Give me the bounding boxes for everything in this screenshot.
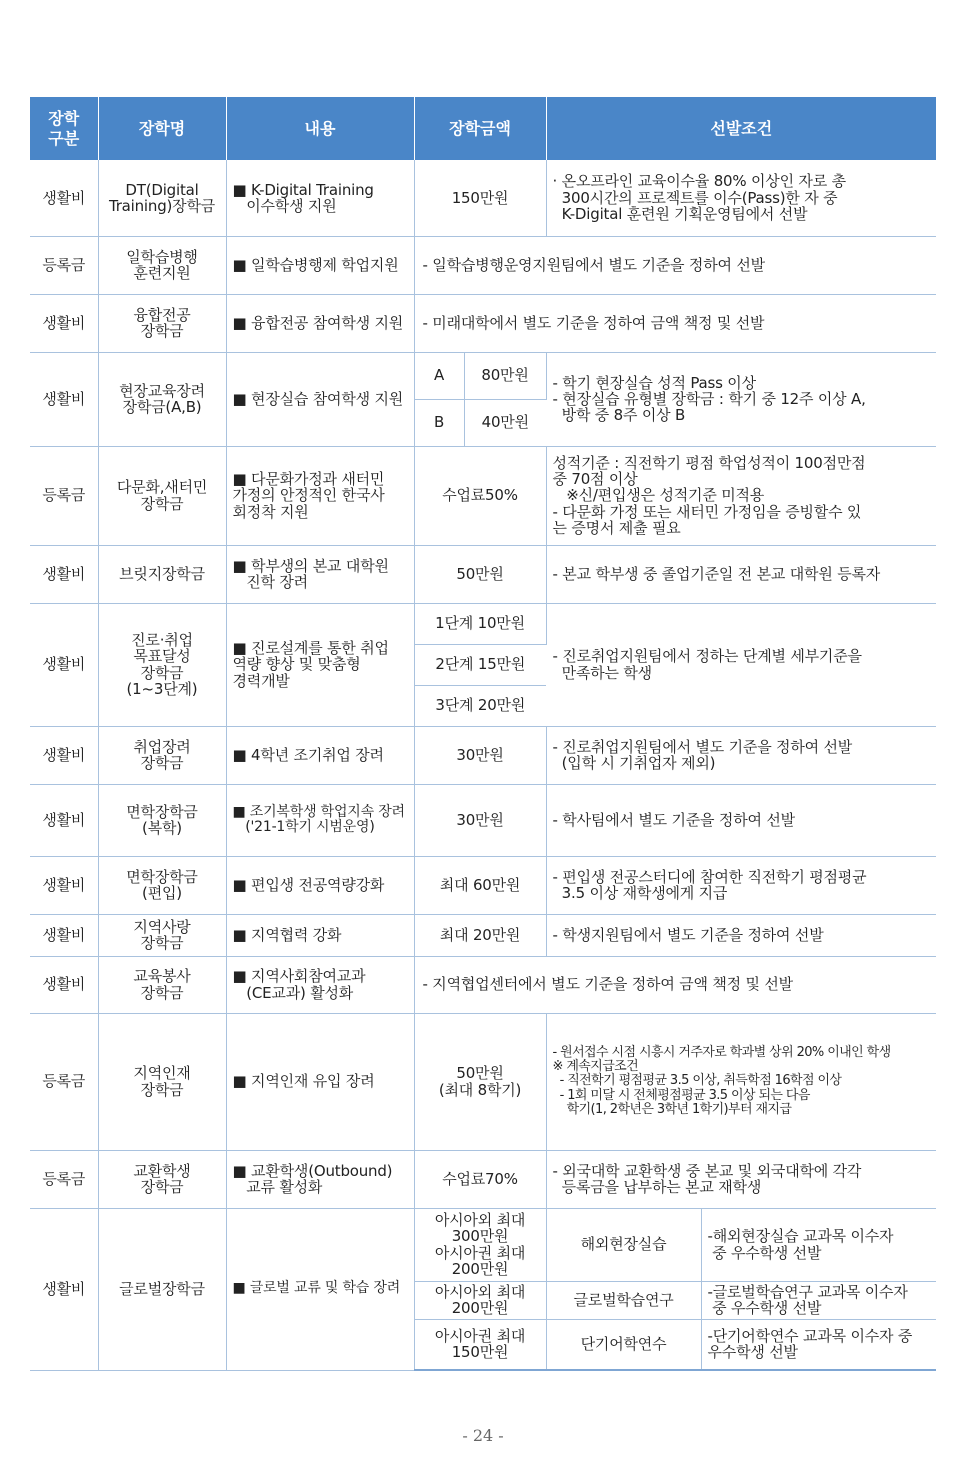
sub-program: 글로벌학습연구: [546, 1281, 701, 1319]
row-amount: 수업료50%: [414, 446, 546, 545]
row-category: 생활비: [30, 294, 98, 352]
row-category: 생활비: [30, 1208, 98, 1370]
row-category: 생활비: [30, 545, 98, 603]
sub-criteria: -단기어학연수 교과목 이수자 중 우수학생 선발: [701, 1319, 936, 1370]
tier-a-label: A: [414, 352, 464, 399]
row-category: 생활비: [30, 956, 98, 1013]
header-category: 장학 구분: [30, 97, 98, 160]
row-merged-criteria: - 지역협업센터에서 별도 기준을 정하여 금액 책정 및 선발: [414, 956, 936, 1013]
tier-b-label: B: [414, 399, 464, 446]
row-category: 등록금: [30, 236, 98, 294]
scholarship-table: [30, 97, 936, 1371]
row-amount: 30만원: [414, 726, 546, 784]
row-criteria: - 학기 현장실습 성적 Pass 이상 - 현장실습 유형별 장학금 : 학기 중 12주 이상 A, 방학 중 8주 이상 B: [546, 352, 936, 446]
row-criteria: - 학사팀에서 별도 기준을 정하여 선발: [546, 784, 936, 856]
row-amount: 50만원: [414, 545, 546, 603]
row-category: 생활비: [30, 160, 98, 236]
row-criteria: - 편입생 전공스터디에 참여한 직전학기 평점평균 3.5 이상 재학생에게 지급: [546, 856, 936, 914]
row-name: 교환학생 장학금: [98, 1150, 226, 1208]
row-content: ■ 학부생의 본교 대학원 진학 장려: [226, 545, 414, 603]
row-content: ■ 지역인재 유입 장려: [226, 1013, 414, 1150]
row-criteria: · 온오프라인 교육이수율 80% 이상인 자로 총 300시간의 프로젝트를 이수(Pass)한 자 중 K-Digital 훈련원 기획운영팀에서 선발: [546, 160, 936, 236]
row-content: ■ 4학년 조기취업 장려: [226, 726, 414, 784]
header-content: 내용: [226, 97, 414, 160]
row-content: ■ 융합전공 참여학생 지원: [226, 294, 414, 352]
row-criteria: 성적기준 : 직전학기 평점 학업성적이 100점만점 중 70점 이상 ※신/편입생은 성적기준 미적용 - 다문화 가정 또는 새터민 가정임을 증빙할수 있 는 증명서 제출 필요: [546, 446, 936, 545]
row-category: 생활비: [30, 856, 98, 914]
row-category: 생활비: [30, 914, 98, 956]
row-name: 면학장학금 (편입): [98, 856, 226, 914]
row-name: 일학습병행 훈련지원: [98, 236, 226, 294]
header-amount: 장학금액: [414, 97, 546, 160]
row-name: 지역인재 장학금: [98, 1013, 226, 1150]
row-category: 등록금: [30, 1013, 98, 1150]
row-name: 면학장학금 (복학): [98, 784, 226, 856]
table-row: [30, 726, 936, 784]
row-content: ■ 진로설계를 통한 취업 역량 향상 및 맞춤형 경력개발: [226, 603, 414, 726]
table-row: [30, 1208, 936, 1281]
row-name: 현장교육장려 장학금(A,B): [98, 352, 226, 446]
table-row: [30, 446, 936, 545]
row-category: 등록금: [30, 446, 98, 545]
row-amount: 150만원: [414, 160, 546, 236]
row-name: 취업장려 장학금: [98, 726, 226, 784]
table-row: [30, 294, 936, 352]
row-content: ■ 지역협력 강화: [226, 914, 414, 956]
table-row: [30, 236, 936, 294]
table-row: [30, 160, 936, 236]
row-criteria: - 본교 학부생 중 졸업기준일 전 본교 대학원 등록자: [546, 545, 936, 603]
row-amount: 최대 60만원: [414, 856, 546, 914]
row-amount: 수업료70%: [414, 1150, 546, 1208]
sub-amount: 아시아외 최대 300만원 아시아권 최대 200만원: [414, 1208, 546, 1281]
row-criteria: - 진로취업지원팀에서 정하는 단계별 세부기준을 만족하는 학생: [546, 603, 936, 726]
row-content: ■ 편입생 전공역량강화: [226, 856, 414, 914]
sub-criteria: -해외현장실습 교과목 이수자 중 우수학생 선발: [701, 1208, 936, 1281]
table-row: [30, 1150, 936, 1208]
row-name: 교육봉사 장학금: [98, 956, 226, 1013]
sub-program: 해외현장실습: [546, 1208, 701, 1281]
stage-1-amount: 1단계 10만원: [414, 603, 546, 644]
tier-b-amount: 40만원: [464, 399, 546, 446]
row-category: 생활비: [30, 603, 98, 726]
sub-program: 단기어학연수: [546, 1319, 701, 1370]
table-row: [30, 956, 936, 1013]
row-name: 다문화,새터민 장학금: [98, 446, 226, 545]
tier-a-amount: 80만원: [464, 352, 546, 399]
row-name: 지역사랑 장학금: [98, 914, 226, 956]
page-number: - 24 -: [462, 1426, 504, 1445]
sub-amount: 아시아외 최대 200만원: [414, 1281, 546, 1319]
stage-2-amount: 2단계 15만원: [414, 644, 546, 685]
row-content: ■ 지역사회참여교과 (CE교과) 활성화: [226, 956, 414, 1013]
row-criteria: - 원서접수 시점 시흥시 거주자로 학과별 상위 20% 이내인 학생 ※ 계속지급조건 - 직전학기 평점평균 3.5 이상, 취득학점 16학점 이상 - 1회 미달 시 전체평점평균 3.5 이상 되는 다음 학기(1, 2학년은 3학년 1학기)부터 재지급: [546, 1013, 936, 1150]
table-row: [30, 784, 936, 856]
row-criteria: - 학생지원팀에서 별도 기준을 정하여 선발: [546, 914, 936, 956]
stage-3-amount: 3단계 20만원: [414, 685, 546, 726]
table-row: [30, 914, 936, 956]
row-content: ■ 다문화가정과 새터민 가정의 안정적인 한국사 회정착 지원: [226, 446, 414, 545]
row-criteria: - 진로취업지원팀에서 별도 기준을 정하여 선발 (입학 시 기취업자 제외): [546, 726, 936, 784]
row-category: 생활비: [30, 784, 98, 856]
table-row: [30, 856, 936, 914]
table-row: [30, 352, 936, 399]
row-merged-criteria: - 미래대학에서 별도 기준을 정하여 금액 책정 및 선발: [414, 294, 936, 352]
row-name: 브릿지장학금: [98, 545, 226, 603]
row-content: ■ 현장실습 참여학생 지원: [226, 352, 414, 446]
row-amount: 최대 20만원: [414, 914, 546, 956]
row-content: ■ 글로벌 교류 및 학습 장려: [226, 1208, 414, 1370]
row-criteria: - 외국대학 교환학생 중 본교 및 외국대학에 각각 등록금을 납부하는 본교 재학생: [546, 1150, 936, 1208]
header-row: [30, 97, 936, 160]
row-content: ■ K-Digital Training 이수학생 지원: [226, 160, 414, 236]
sub-criteria: -글로벌학습연구 교과목 이수자 중 우수학생 선발: [701, 1281, 936, 1319]
row-amount: 30만원: [414, 784, 546, 856]
row-name: 융합전공 장학금: [98, 294, 226, 352]
sub-amount: 아시아권 최대 150만원: [414, 1319, 546, 1370]
row-amount: 50만원 (최대 8학기): [414, 1013, 546, 1150]
header-criteria: 선발조건: [546, 97, 936, 160]
row-name: 진로·취업 목표달성 장학금 (1~3단계): [98, 603, 226, 726]
table-row: [30, 603, 936, 644]
row-category: 등록금: [30, 1150, 98, 1208]
header-name: 장학명: [98, 97, 226, 160]
row-name: 글로벌장학금: [98, 1208, 226, 1370]
row-content: ■ 교환학생(Outbound) 교류 활성화: [226, 1150, 414, 1208]
row-category: 생활비: [30, 352, 98, 446]
row-content: ■ 조기복학생 학업지속 장려 ('21-1학기 시범운영): [226, 784, 414, 856]
row-name: DT(Digital Training)장학금: [98, 160, 226, 236]
row-category: 생활비: [30, 726, 98, 784]
row-merged-criteria: - 일학습병행운영지원팀에서 별도 기준을 정하여 선발: [414, 236, 936, 294]
row-content: ■ 일학습병행제 학업지원: [226, 236, 414, 294]
table-row: [30, 1013, 936, 1150]
table-row: [30, 545, 936, 603]
